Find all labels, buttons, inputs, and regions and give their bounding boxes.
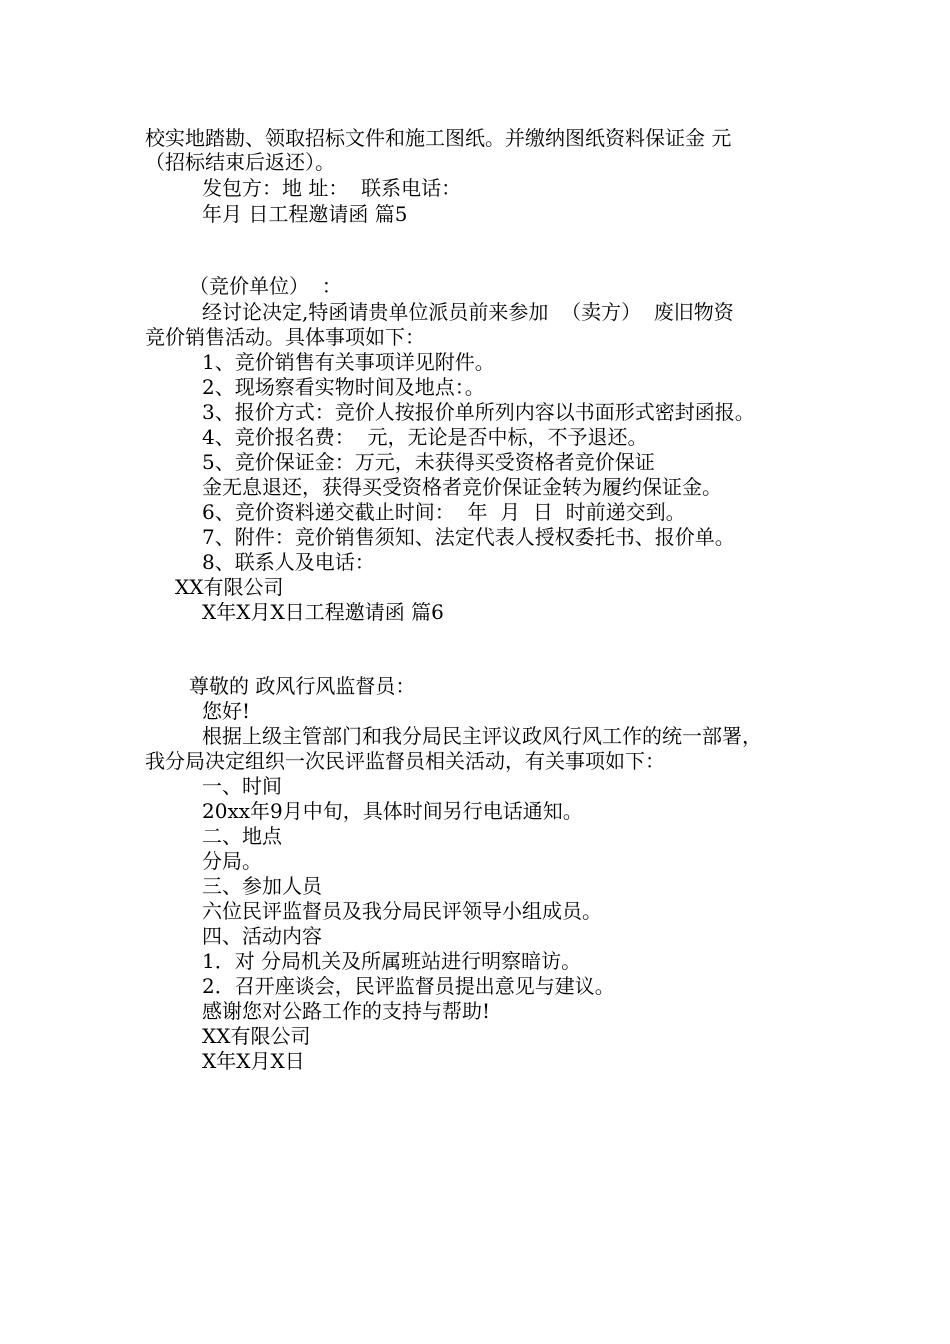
list-item: 8、联系人及电话： xyxy=(202,550,375,574)
text-line: 六位民评监督员及我分局民评领导小组成员。 xyxy=(202,899,602,923)
text-line: 竞价销售活动。具体事项如下： xyxy=(145,325,425,349)
subheading: 一、时间 xyxy=(202,774,282,798)
text-line: 20xx年9月中旬，具体时间另行电话通知。 xyxy=(202,799,583,823)
text-line: 经讨论决定,特函请贵单位派员前来参加 （卖方） 废旧物资 xyxy=(202,300,734,324)
subheading: 三、参加人员 xyxy=(202,874,322,898)
company-name: XX有限公司 xyxy=(175,575,284,599)
list-item: 3、报价方式：竞价人按报价单所列内容以书面形式密封函报。 xyxy=(202,400,755,424)
salutation: （竞价单位） ： xyxy=(189,274,342,298)
salutation: 尊敬的 政风行风监督员： xyxy=(189,674,416,698)
list-item: 2、现场察看实物时间及地点：。 xyxy=(202,375,485,399)
list-item: 6、竞价资料递交截止时间： 年 月 日 时前递交到。 xyxy=(202,500,686,524)
list-item: 5、竞价保证金：万元，未获得买受资格者竞价保证 xyxy=(202,450,655,474)
list-item: 1、竞价销售有关事项详见附件。 xyxy=(202,350,495,374)
list-item: 7、附件：竞价销售须知、法定代表人授权委托书、报价单。 xyxy=(202,525,735,549)
list-item: 1．对 分局机关及所属班站进行明察暗访。 xyxy=(202,949,582,973)
text-line: 金无息退还，获得买受资格者竞价保证金转为履约保证金。 xyxy=(202,475,722,499)
company-name: XX有限公司 xyxy=(202,1024,311,1048)
section-heading: X年X月X日工程邀请函 篇6 xyxy=(202,600,444,624)
list-item: 2．召开座谈会，民评监督员提出意见与建议。 xyxy=(202,974,615,998)
subheading: 二、地点 xyxy=(202,824,282,848)
text-line: 我分局决定组织一次民评监督员相关活动，有关事项如下： xyxy=(145,749,665,773)
list-item: 4、竞价报名费： 元，无论是否中标，不予退还。 xyxy=(202,425,648,449)
text-line: （招标结束后返还）。 xyxy=(145,150,335,174)
subheading: 四、活动内容 xyxy=(202,924,322,948)
closing-line: 感谢您对公路工作的支持与帮助! xyxy=(202,999,491,1023)
section-heading: 年月 日工程邀请函 篇5 xyxy=(202,202,408,226)
text-line: 根据上级主管部门和我分局民主评议政风行风工作的统一部署， xyxy=(202,724,762,748)
text-line: 发包方：地 址： 联系电话： xyxy=(202,176,462,200)
text-line: 分局。 xyxy=(202,849,262,873)
greeting: 您好! xyxy=(202,699,251,723)
date-line: X年X月X日 xyxy=(202,1049,305,1073)
text-line: 校实地踏勘、领取招标文件和施工图纸。并缴纳图纸资料保证金 元 xyxy=(145,126,732,150)
